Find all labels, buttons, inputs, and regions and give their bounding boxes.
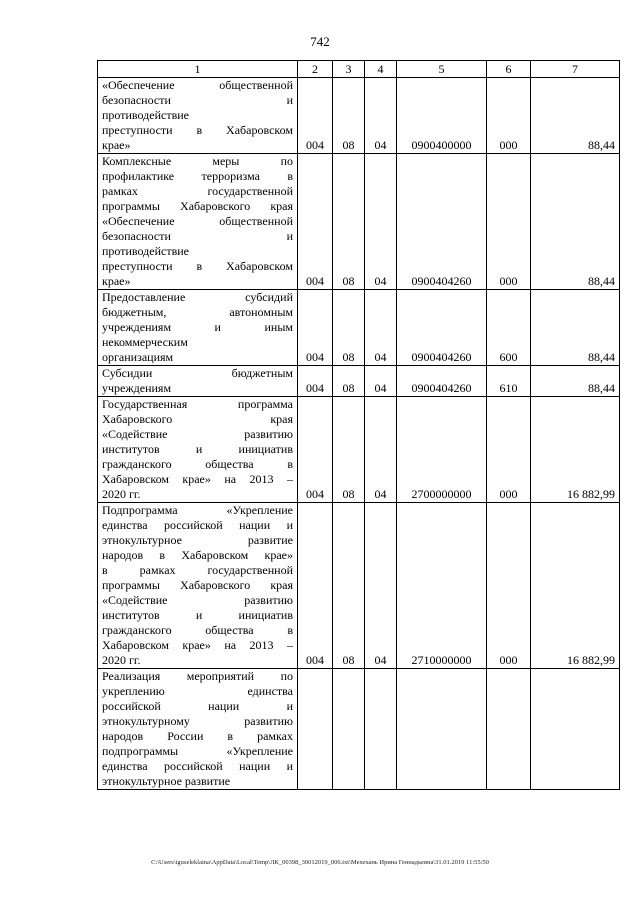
row-name-line: российской нации и xyxy=(102,699,293,713)
subsection-code-cell: 04 xyxy=(365,154,397,290)
expense-type-code-cell: 000 xyxy=(487,397,531,503)
amount-cell: 16 882,99 xyxy=(531,397,620,503)
section-code-cell: 08 xyxy=(333,154,365,290)
row-name-line: Хабаровского края xyxy=(102,412,293,426)
row-name-line: безопасности и xyxy=(102,229,293,243)
expense-type-code-cell: 000 xyxy=(487,78,531,154)
table-row xyxy=(98,503,620,669)
section-code-cell: 08 xyxy=(333,78,365,154)
row-name-line: народов России в рамках xyxy=(102,729,293,743)
row-name-line: подпрограммы «Укрепление xyxy=(102,744,293,758)
row-name-line: институтов и инициатив xyxy=(102,608,293,622)
row-name-line: этнокультурному развитию xyxy=(102,714,293,728)
table-row xyxy=(98,78,620,154)
section-code-cell: 08 xyxy=(333,397,365,503)
target-article-code-cell: 2710000000 xyxy=(397,503,487,669)
row-name-line: программы Хабаровского края xyxy=(102,578,293,592)
table-row xyxy=(98,366,620,397)
row-name-cell xyxy=(98,78,298,154)
row-name-line: единства российской нации и xyxy=(102,759,293,773)
row-name-line: Хабаровском крае» на 2013 – xyxy=(102,638,293,652)
expense-type-code-cell: 000 xyxy=(487,154,531,290)
row-name-line: институтов и инициатив xyxy=(102,442,293,456)
header-col-6: 6 xyxy=(487,61,531,78)
budget-table xyxy=(97,60,620,790)
row-name-line: «Содействие развитию xyxy=(102,593,293,607)
section-code-cell: 08 xyxy=(333,290,365,366)
row-name-line: 2020 гг. xyxy=(102,487,141,501)
page-number: 742 xyxy=(310,34,330,49)
table-row xyxy=(98,290,620,366)
row-name-line: «Обеспечение общественной xyxy=(102,78,293,92)
target-article-code-cell: 2700000000 xyxy=(397,397,487,503)
row-name-line: Подпрограмма «Укрепление xyxy=(102,503,293,517)
header-row xyxy=(98,61,620,78)
row-name-line: «Содействие развитию xyxy=(102,427,293,441)
amount-cell xyxy=(531,669,620,790)
row-name-line: учреждениям xyxy=(102,381,172,395)
row-name-line: этнокультурное развитие xyxy=(102,774,231,788)
subsection-code-cell: 04 xyxy=(365,78,397,154)
target-article-code-cell: 0900404260 xyxy=(397,154,487,290)
section-code-cell: 08 xyxy=(333,366,365,397)
ministry-code-cell: 004 xyxy=(298,366,333,397)
expense-type-code-cell xyxy=(487,669,531,790)
row-name-line: в рамках государственной xyxy=(102,563,293,577)
expense-type-code-cell: 610 xyxy=(487,366,531,397)
row-name-cell xyxy=(98,503,298,669)
row-name-line: укреплению единства xyxy=(102,684,293,698)
row-name-line: противодействие xyxy=(102,108,190,122)
ministry-code-cell: 004 xyxy=(298,154,333,290)
subsection-code-cell: 04 xyxy=(365,366,397,397)
row-name-line: Комплексные меры по xyxy=(102,154,293,168)
header-col-3: 3 xyxy=(333,61,365,78)
row-name-line: рамках государственной xyxy=(102,184,293,198)
row-name-line: преступности в Хабаровском xyxy=(102,123,293,137)
row-name-line: безопасности и xyxy=(102,93,293,107)
row-name-line: программы Хабаровского края xyxy=(102,199,293,213)
row-name-line: организациям xyxy=(102,350,174,364)
row-name-line: бюджетным, автономным xyxy=(102,305,293,319)
ministry-code-cell: 004 xyxy=(298,78,333,154)
header-col-7: 7 xyxy=(531,61,620,78)
row-name-line: «Обеспечение общественной xyxy=(102,214,293,228)
table-row xyxy=(98,397,620,503)
ministry-code-cell: 004 xyxy=(298,290,333,366)
target-article-code-cell: 0900404260 xyxy=(397,366,487,397)
header-col-4: 4 xyxy=(365,61,397,78)
row-name-line: гражданского общества в xyxy=(102,623,293,637)
table-row xyxy=(98,154,620,290)
header-col-2: 2 xyxy=(298,61,333,78)
row-name-line: преступности в Хабаровском xyxy=(102,259,293,273)
row-name-line: Субсидии бюджетным xyxy=(102,366,293,380)
row-name-cell xyxy=(98,669,298,790)
amount-cell: 16 882,99 xyxy=(531,503,620,669)
target-article-code-cell xyxy=(397,669,487,790)
row-name-cell xyxy=(98,290,298,366)
row-name-cell xyxy=(98,154,298,290)
row-name-line: Реализация мероприятий по xyxy=(102,669,293,683)
expense-type-code-cell: 600 xyxy=(487,290,531,366)
subsection-code-cell: 04 xyxy=(365,397,397,503)
row-name-line: Предоставление субсидий xyxy=(102,290,293,304)
header-col-1: 1 xyxy=(98,61,298,78)
row-name-line: 2020 гг. xyxy=(102,653,141,667)
ministry-code-cell: 004 xyxy=(298,397,333,503)
row-name-line: Хабаровском крае» на 2013 – xyxy=(102,472,293,486)
header-col-5: 5 xyxy=(397,61,487,78)
table-row xyxy=(98,669,620,790)
row-name-line: единства российской нации и xyxy=(102,518,293,532)
section-code-cell xyxy=(333,669,365,790)
file-path-footer: C:\Users\iguseleklaina\AppData\Local\Temp\ЛК_00398_30012019_006.txt\Мехехань Ирина Геннадьевна\31.01.2019 11:55:50 xyxy=(151,859,489,866)
target-article-code-cell: 0900400000 xyxy=(397,78,487,154)
row-name-line: некоммерческим xyxy=(102,335,188,349)
amount-cell: 88,44 xyxy=(531,154,620,290)
row-name-line: профилактике терроризма в xyxy=(102,169,293,183)
amount-cell: 88,44 xyxy=(531,290,620,366)
row-name-line: Государственная программа xyxy=(102,397,293,411)
row-name-line: противодействие xyxy=(102,244,190,258)
subsection-code-cell: 04 xyxy=(365,290,397,366)
amount-cell: 88,44 xyxy=(531,78,620,154)
subsection-code-cell xyxy=(365,669,397,790)
section-code-cell: 08 xyxy=(333,503,365,669)
row-name-line: этнокультурное развитие xyxy=(102,533,293,547)
row-name-line: учреждениям и иным xyxy=(102,320,293,334)
row-name-line: крае» xyxy=(102,274,131,288)
target-article-code-cell: 0900404260 xyxy=(397,290,487,366)
row-name-cell xyxy=(98,366,298,397)
table-body xyxy=(98,78,620,790)
row-name-cell xyxy=(98,397,298,503)
expense-type-code-cell: 000 xyxy=(487,503,531,669)
row-name-line: крае» xyxy=(102,138,131,152)
subsection-code-cell: 04 xyxy=(365,503,397,669)
amount-cell: 88,44 xyxy=(531,366,620,397)
row-name-line: гражданского общества в xyxy=(102,457,293,471)
row-name-line: народов в Хабаровском крае» xyxy=(102,548,293,562)
ministry-code-cell: 004 xyxy=(298,503,333,669)
ministry-code-cell xyxy=(298,669,333,790)
